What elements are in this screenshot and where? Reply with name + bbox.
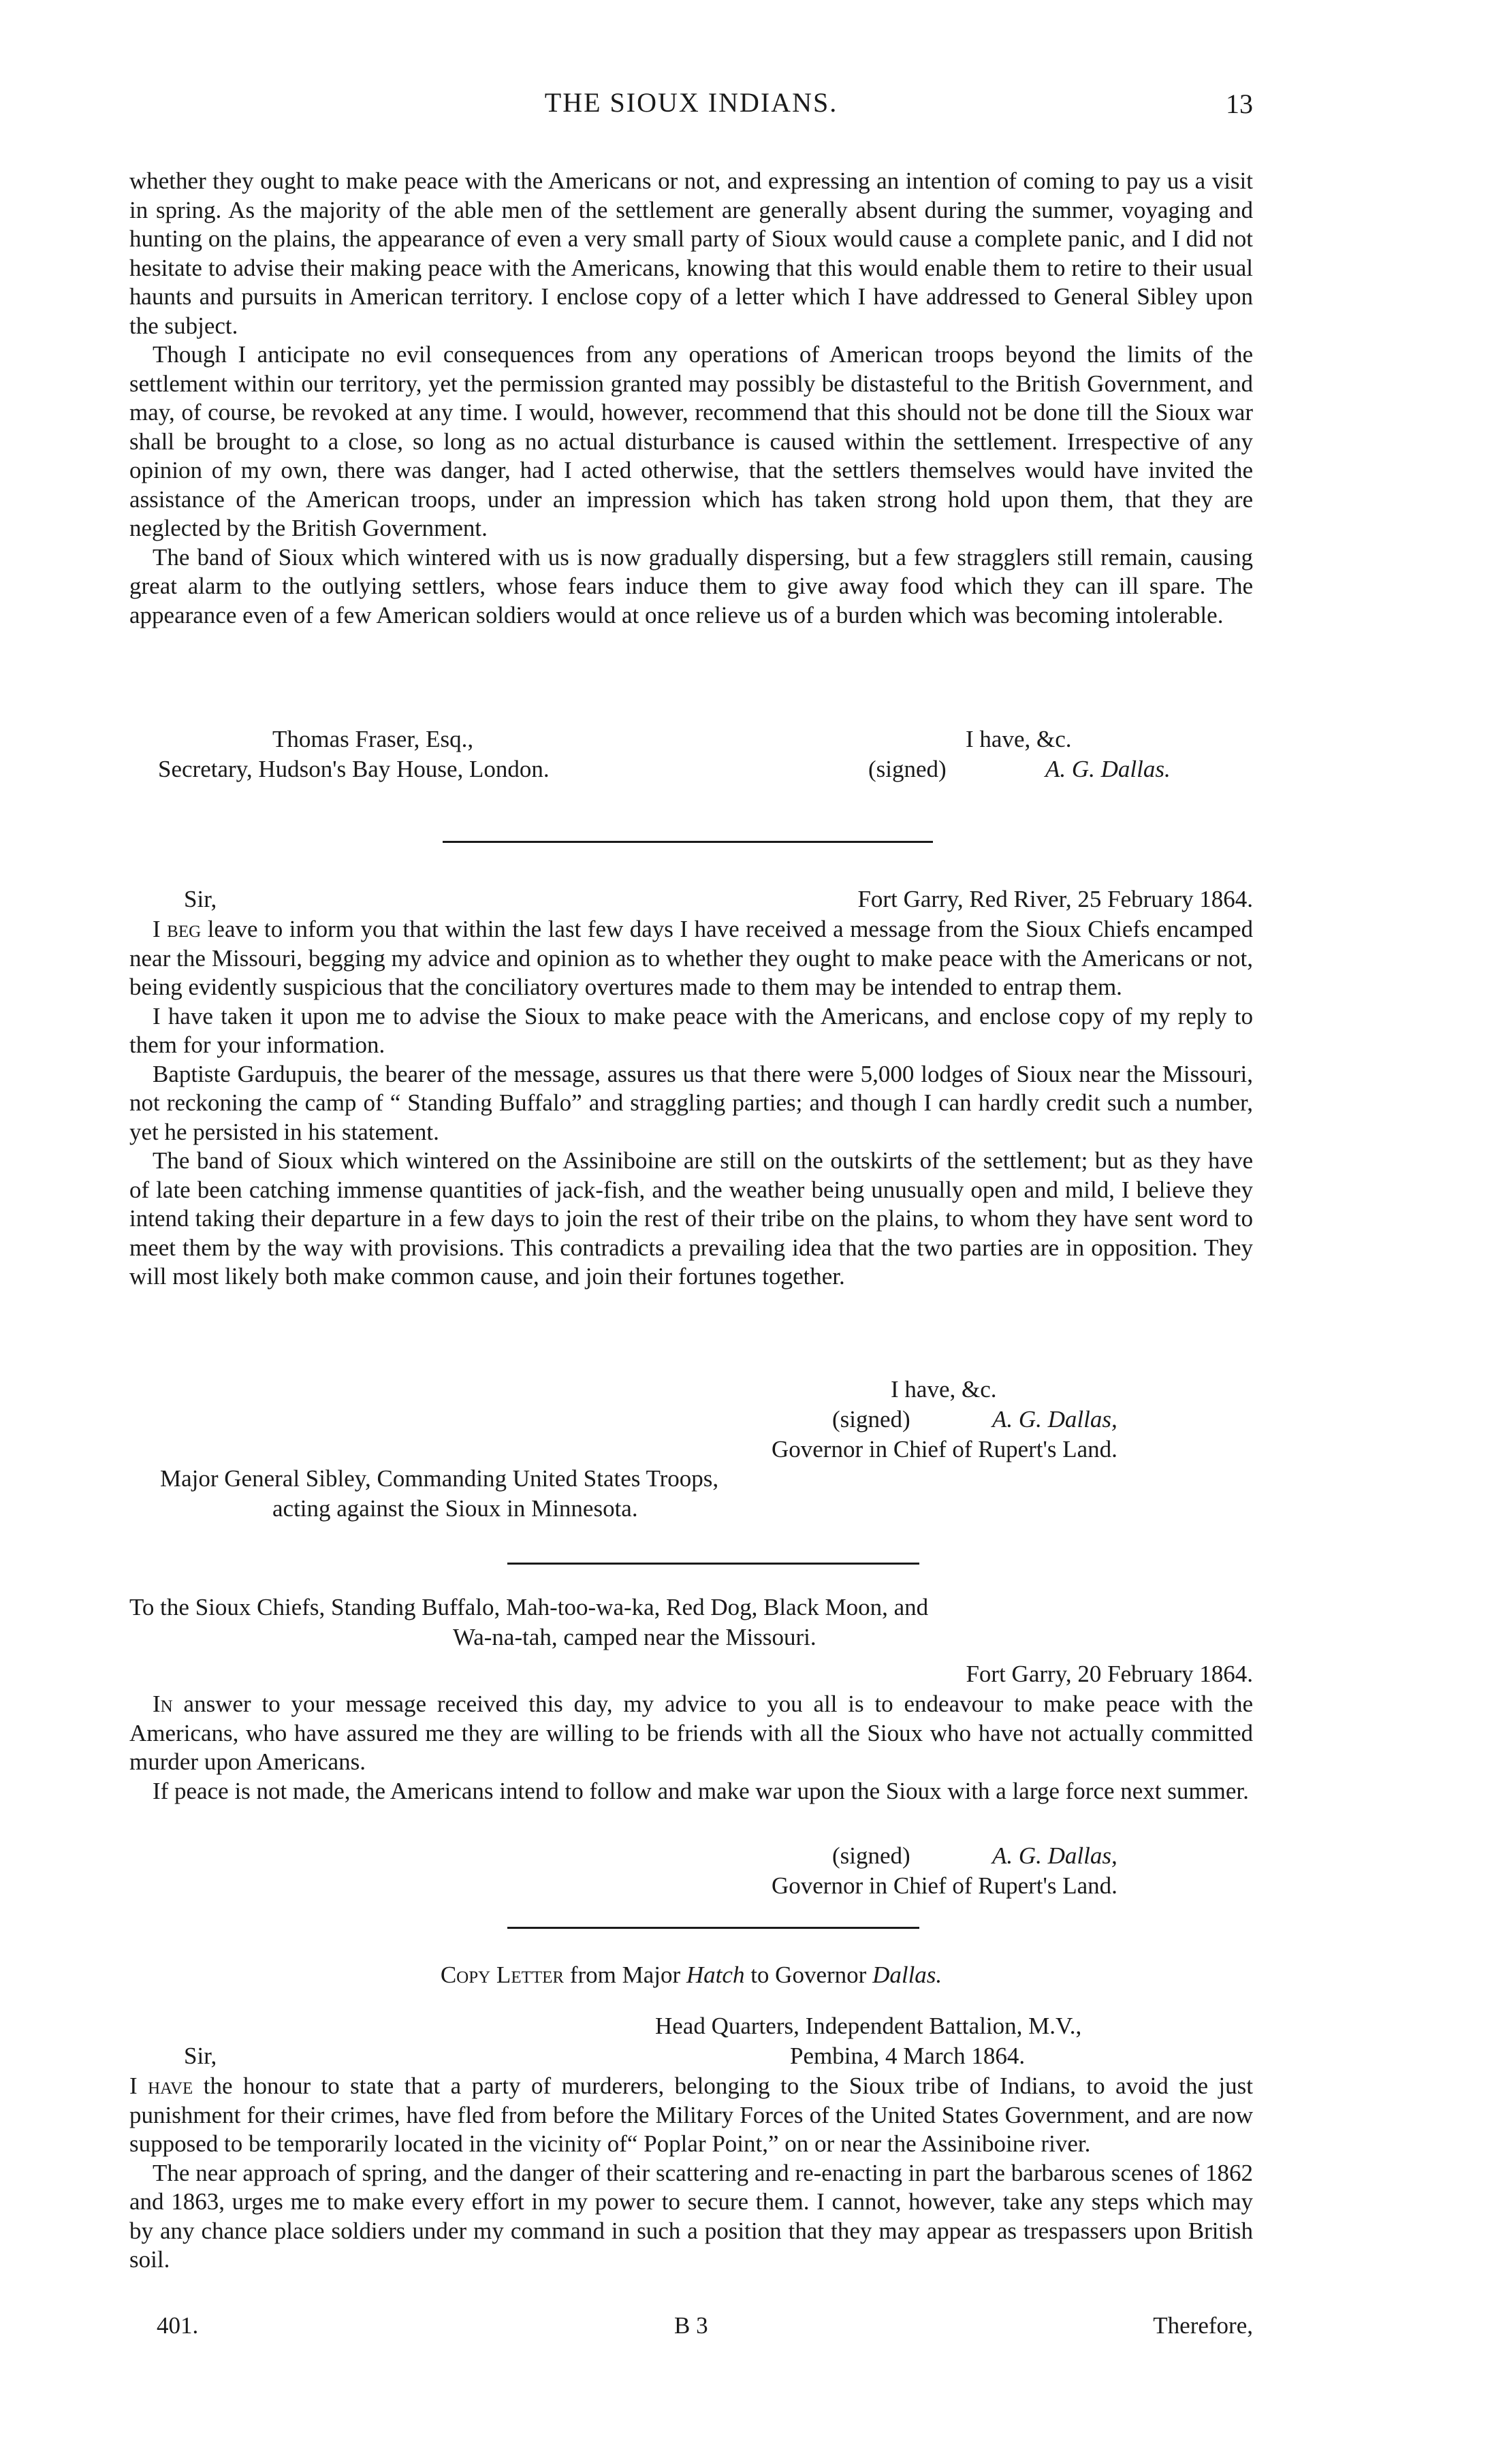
opening-word: In bbox=[153, 1691, 173, 1717]
paragraph-text: the honour to state that a party of murderers, belonging to the Sioux tribe of Indians, to avoid the just punishment for their crimes, have fled from before the Military Forces of the United States Government, and are now supposed to be temporarily located in the vicinity of“ Poplar Point,” on or near the Assiniboine river. bbox=[129, 2073, 1254, 2157]
letter-2-body bbox=[129, 915, 1253, 1292]
letter-4-body bbox=[129, 2072, 1253, 2275]
letter-3-paragraph bbox=[129, 1690, 1253, 1777]
closing: I have, &c. bbox=[891, 1376, 997, 1403]
letter-2-paragraph: The band of Sioux which wintered on the Assiniboine are still on the outskirts of the settlement; but as they have of late been catching immense quantities of jack-fish, and the weather being unusually open and mild, I believe they intend taking their departure in a few days to join the rest of their tribe on the plains, to whom they have sent word to meet them by the way with provisions. This contradicts a prevailing idea that the two parties are in opposition. They will most likely both make common cause, and join their fortunes together. bbox=[129, 1147, 1253, 1290]
heading-to: to Governor bbox=[750, 1962, 867, 1988]
page-footer bbox=[129, 2311, 1253, 2341]
letter-2-dateline-row bbox=[129, 885, 1253, 915]
signature: A. G. Dallas, bbox=[992, 1406, 1117, 1433]
heading-recipient: Dallas. bbox=[872, 1962, 942, 1988]
letter-4-paragraph: The near approach of spring, and the danger of their scattering and re-enacting in part the barbarous scenes of 1862 and 1863, urges me to make every effort in my power to secure them. I cannot, however, take any steps which may by any chance place soldiers under my command in such a position that they may appear as trespassers upon British soil. bbox=[129, 2159, 1253, 2273]
signature: A. G. Dallas. bbox=[1045, 756, 1171, 782]
signature-mark: B 3 bbox=[674, 2312, 708, 2339]
page-number: 13 bbox=[1226, 89, 1253, 119]
letter-1-body bbox=[129, 167, 1253, 630]
dateline: Head Quarters, Independent Battalion, M.V., bbox=[655, 2013, 1082, 2039]
addressee-line: Major General Sibley, Commanding United States Troops, bbox=[160, 1465, 719, 1492]
paragraph-text: answer to your message received this day, my advice to you all is to endeavour to make peace with the Americans, who have assured me they are willing to be friends with all the Sioux who have not actually committed murder upon Americans. bbox=[129, 1691, 1253, 1775]
paragraph-text: leave to inform you that within the last few days I have received a message from the Sioux Chiefs encamped near the Missouri, begging my advice and opinion as to whether they ought to make peace with the Americans or not, being evidently suspicious that the conciliatory overtures made to them may be intended to entrap them. bbox=[129, 916, 1254, 1000]
letter-3-signoff bbox=[129, 1842, 1253, 1903]
running-title: THE SIOUX INDIANS. bbox=[544, 87, 838, 118]
separator-rule bbox=[507, 1927, 919, 1929]
addressee-line: acting against the Sioux in Minnesota. bbox=[272, 1495, 638, 1522]
letter-3-paragraph: If peace is not made, the Americans intend to follow and make war upon the Sioux with a large force next summer. bbox=[153, 1777, 1249, 1804]
letter-3-body bbox=[129, 1690, 1253, 1806]
separator-rule bbox=[507, 1563, 919, 1565]
letter-1-paragraph: Though I anticipate no evil consequences from any operations of American troops beyond the limits of the settlement within our territory, yet the permission granted may possibly be distasteful to the British Government, and may, of course, be revoked at any time. I would, however, recommend that this should not be done till the Sioux war shall be brought to a close, so long as no actual disturbance is caused within the settlement. Irrespective of any opinion of my own, there was danger, had I acted otherwise, that the settlers themselves would have invited the assistance of the American troops, under an impression which has taken strong hold upon them, that they are neglected by the British Government. bbox=[129, 341, 1253, 541]
letter-4-dateline bbox=[129, 2012, 1253, 2073]
opening-word: I have bbox=[129, 2073, 193, 2099]
letter-3-heading bbox=[129, 1593, 1253, 1654]
letter-4-paragraph bbox=[129, 2072, 1253, 2159]
letter-2-paragraph: Baptiste Gardupuis, the bearer of the message, assures us that there were 5,000 lodges of Sioux near the Missouri, not reckoning the camp of “ Standing Buffalo” and straggling parties; and though I can hardly credit such a number, yet he persisted in his statement. bbox=[129, 1060, 1253, 1145]
separator-rule bbox=[443, 841, 933, 843]
catchword: Therefore, bbox=[1153, 2312, 1253, 2339]
letter-1-signoff bbox=[129, 725, 1253, 793]
letter-2-signoff bbox=[129, 1375, 1253, 1532]
letter-4-heading bbox=[129, 1961, 1253, 1990]
heading-copy-letter: Copy Letter bbox=[440, 1962, 565, 1988]
closing: I have, &c. bbox=[966, 726, 1072, 752]
letter-1-paragraph: The band of Sioux which wintered with us is now gradually dispersing, but a few stragglers still remain, causing great alarm to the outlying settlers, whose fears induce them to give away food which they can ill spare. The appearance even of a few American soldiers would at once relieve us of a burden which was becoming intolerable. bbox=[129, 543, 1253, 628]
letter-1-paragraph: whether they ought to make peace with the Americans or not, and expressing an intention of coming to pay us a visit in spring. As the majority of the able men of the settlement are generally absent during the summer, voyaging and hunting on the plains, the appearance of even a very small party of Sioux would cause a complete panic, and I did not hesitate to advise their making peace with the Americans, knowing that this would enable them to retire to their usual haunts and pursuits in American territory. I enclose copy of a letter which I have addressed to General Sibley upon the subject. bbox=[129, 167, 1253, 339]
dateline: Fort Garry, Red River, 25 February 1864. bbox=[857, 886, 1253, 912]
addressee-line: Thomas Fraser, Esq., bbox=[272, 726, 474, 752]
heading-sender: Hatch bbox=[686, 1962, 745, 1988]
letter-3-dateline-row bbox=[129, 1660, 1253, 1690]
heading-line: Wa-na-tah, camped near the Missouri. bbox=[453, 1624, 816, 1650]
footer-number: 401. bbox=[157, 2312, 199, 2339]
signed-label: (signed) bbox=[832, 1842, 910, 1869]
dateline: Fort Garry, 20 February 1864. bbox=[966, 1661, 1253, 1687]
page-header bbox=[129, 89, 1253, 123]
signature: A. G. Dallas, bbox=[992, 1842, 1117, 1869]
opening-word: I beg bbox=[153, 916, 202, 942]
signed-label: (signed) bbox=[868, 756, 947, 782]
addressee-line: Secretary, Hudson's Bay House, London. bbox=[158, 756, 550, 782]
signer-title: Governor in Chief of Rupert's Land. bbox=[772, 1436, 1117, 1462]
salutation: Sir, bbox=[184, 2043, 217, 2069]
heading-from: from Major bbox=[569, 1962, 681, 1988]
letter-2-paragraph: I have taken it upon me to advise the Sioux to make peace with the Americans, and enclose copy of my reply to them for your information. bbox=[129, 1002, 1253, 1058]
signer-title: Governor in Chief of Rupert's Land. bbox=[772, 1872, 1117, 1899]
heading-line: To the Sioux Chiefs, Standing Buffalo, Mah-too-wa-ka, Red Dog, Black Moon, and bbox=[129, 1594, 929, 1620]
salutation: Sir, bbox=[184, 886, 217, 912]
dateline: Pembina, 4 March 1864. bbox=[790, 2043, 1026, 2069]
signed-label: (signed) bbox=[832, 1406, 910, 1433]
letter-2-paragraph bbox=[129, 915, 1253, 1002]
